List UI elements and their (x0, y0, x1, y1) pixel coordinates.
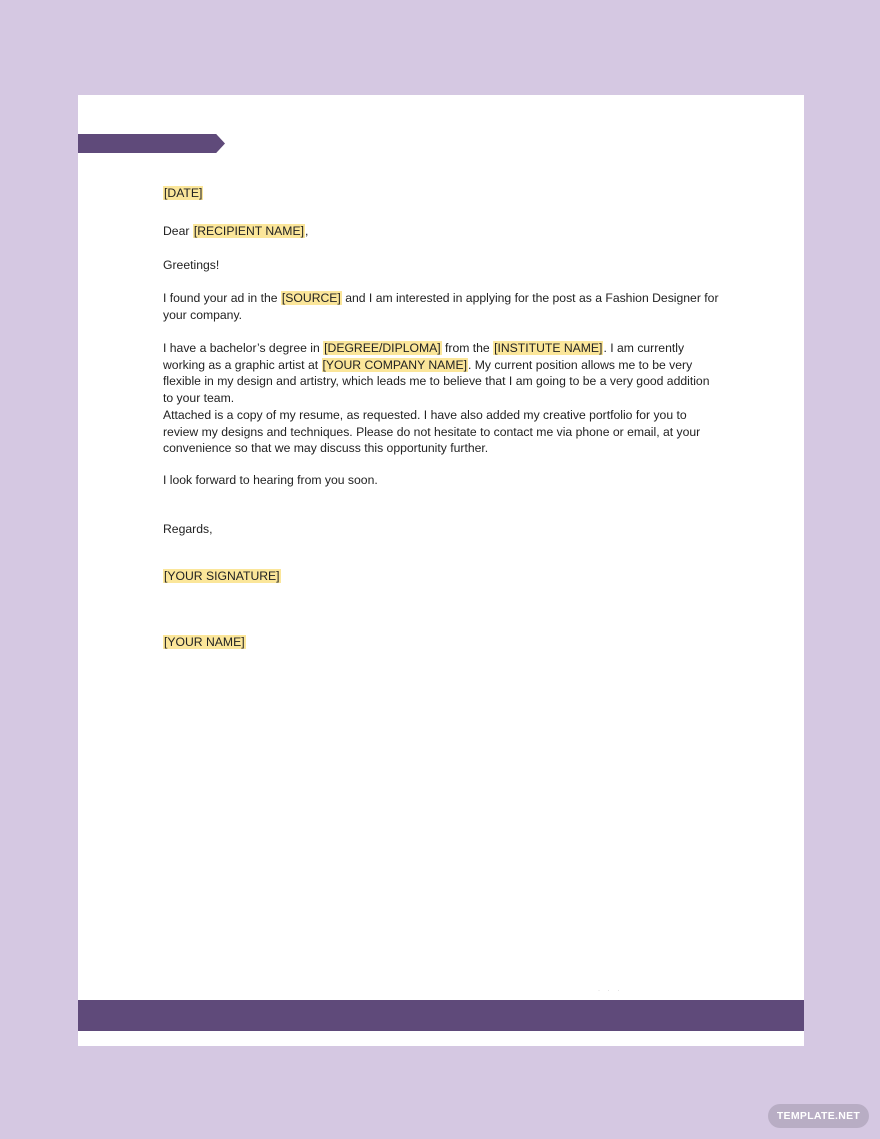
name-placeholder: [YOUR NAME] (164, 635, 245, 649)
institute-placeholder: [INSTITUTE NAME] (494, 341, 603, 355)
para2-text-c: . I am currently working as a graphic artist at (163, 341, 685, 372)
faint-marks: · · · (598, 988, 623, 994)
paragraph-source (163, 290, 723, 323)
letter-body (163, 185, 723, 649)
salutation-suffix: , (304, 224, 309, 238)
salutation (163, 223, 308, 240)
paragraph-education (163, 340, 723, 406)
signature-placeholder: [YOUR SIGNATURE] (164, 569, 280, 583)
recipient-placeholder: [RECIPIENT NAME] (193, 224, 304, 238)
header-arrow-decoration (78, 134, 225, 153)
closing-regards: Regards, (163, 522, 213, 536)
greeting: Greetings! (163, 258, 220, 272)
company-placeholder: [YOUR COMPANY NAME] (322, 357, 467, 372)
para2-text-b: from the (441, 341, 494, 355)
para1-text-a: I found your ad in the (163, 291, 281, 305)
source-placeholder: [SOURCE] (281, 291, 341, 305)
salutation-prefix: Dear (163, 224, 193, 238)
letter-page (78, 95, 804, 1046)
para2-text-d: . My current position allows me to be very flexible in my design and artistry, which leads me to believe that I am going to be a very good addition to your team. (163, 357, 710, 405)
date-line (163, 185, 723, 202)
paragraph-attachments: Attached is a copy of my resume, as requested. I have also added my creative portfolio for you to review my designs and techniques. Please do not hesitate to contact me via phone or email, at your convenience so that we may discuss this opportunity further. (163, 408, 701, 455)
para1-text-b: and I am interested in applying for the post as a Fashion Designer for your company. (163, 291, 719, 322)
paragraph-closing: I look forward to hearing from you soon. (163, 473, 378, 487)
signature-line (163, 568, 281, 585)
degree-placeholder: [DEGREE/DIPLOMA] (324, 341, 441, 355)
date-placeholder: [DATE] (164, 186, 203, 200)
para2-text-a: I have a bachelor’s degree in (163, 341, 324, 355)
footer-band-decoration (78, 1000, 804, 1031)
name-line (163, 634, 246, 651)
watermark-badge: TEMPLATE.NET (768, 1104, 869, 1128)
